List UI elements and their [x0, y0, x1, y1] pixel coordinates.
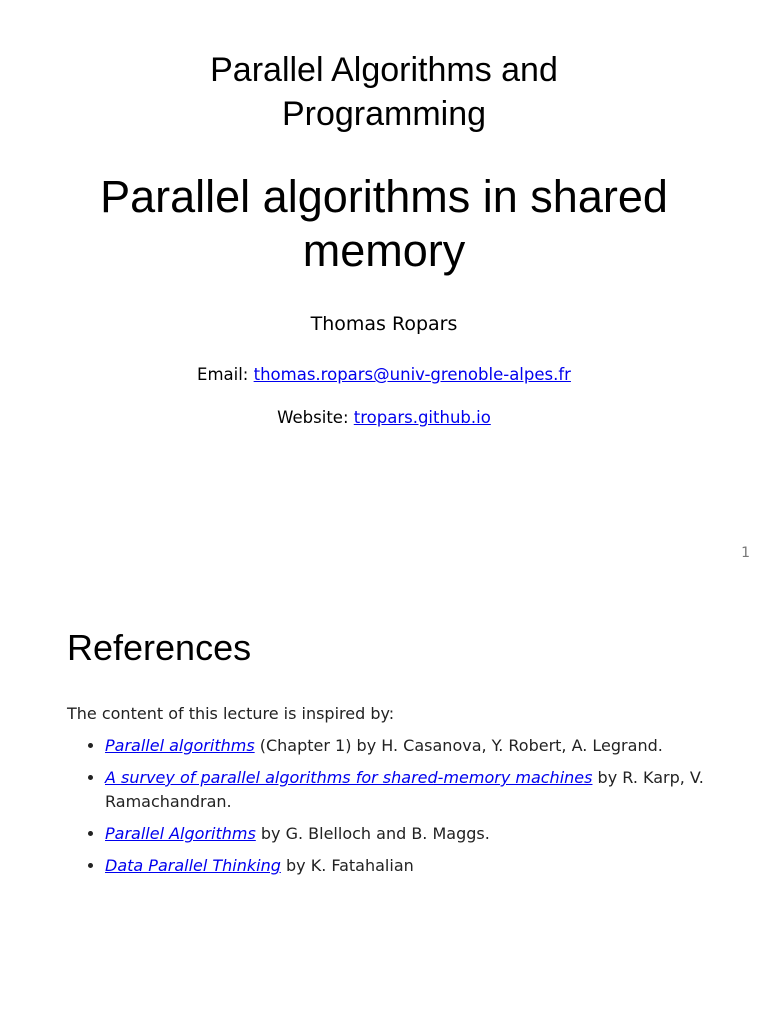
references-slide — [0, 570, 768, 1024]
list-item — [105, 734, 725, 758]
reference-text: (Chapter 1) by H. Casanova, Y. Robert, A. Legrand. — [254, 736, 663, 755]
website-link[interactable]: tropars.github.io — [353, 408, 491, 427]
reference-link-survey[interactable]: A survey of parallel algorithms for shared-memory machines — [105, 768, 593, 787]
website-line — [0, 406, 768, 430]
email-link[interactable]: thomas.ropars@univ-grenoble-alpes.fr — [253, 365, 571, 384]
lecture-title-line-1: Parallel algorithms in shared — [100, 171, 668, 222]
author-name: Thomas Ropars — [310, 313, 458, 335]
course-title — [0, 48, 768, 136]
list-item — [105, 766, 725, 814]
reference-link-parallel-algorithms[interactable]: Parallel algorithms — [105, 736, 255, 755]
lecture-title — [40, 170, 728, 278]
references-heading: References — [67, 627, 252, 668]
list-item — [105, 822, 725, 846]
list-item — [105, 854, 725, 878]
email-line — [0, 363, 768, 387]
reference-text: by R. Karp, V. Ramachandran. — [105, 768, 704, 811]
course-title-line-2: Programming — [281, 95, 487, 133]
course-title-line-1: Parallel Algorithms and — [210, 51, 558, 89]
website-label: Website: — [277, 408, 349, 427]
reference-link-data-parallel-thinking[interactable]: Data Parallel Thinking — [105, 856, 281, 875]
reference-text: by G. Blelloch and B. Maggs. — [255, 824, 490, 843]
references-intro: The content of this lecture is inspired by: — [67, 704, 395, 723]
reference-text: by K. Fatahalian — [280, 856, 414, 875]
lecture-title-line-2: memory — [302, 225, 466, 276]
reference-link-parallel-algorithms-blelloch[interactable]: Parallel Algorithms — [105, 824, 256, 843]
email-label: Email: — [197, 365, 249, 384]
page-number: 1 — [741, 545, 750, 561]
references-list — [67, 734, 725, 886]
